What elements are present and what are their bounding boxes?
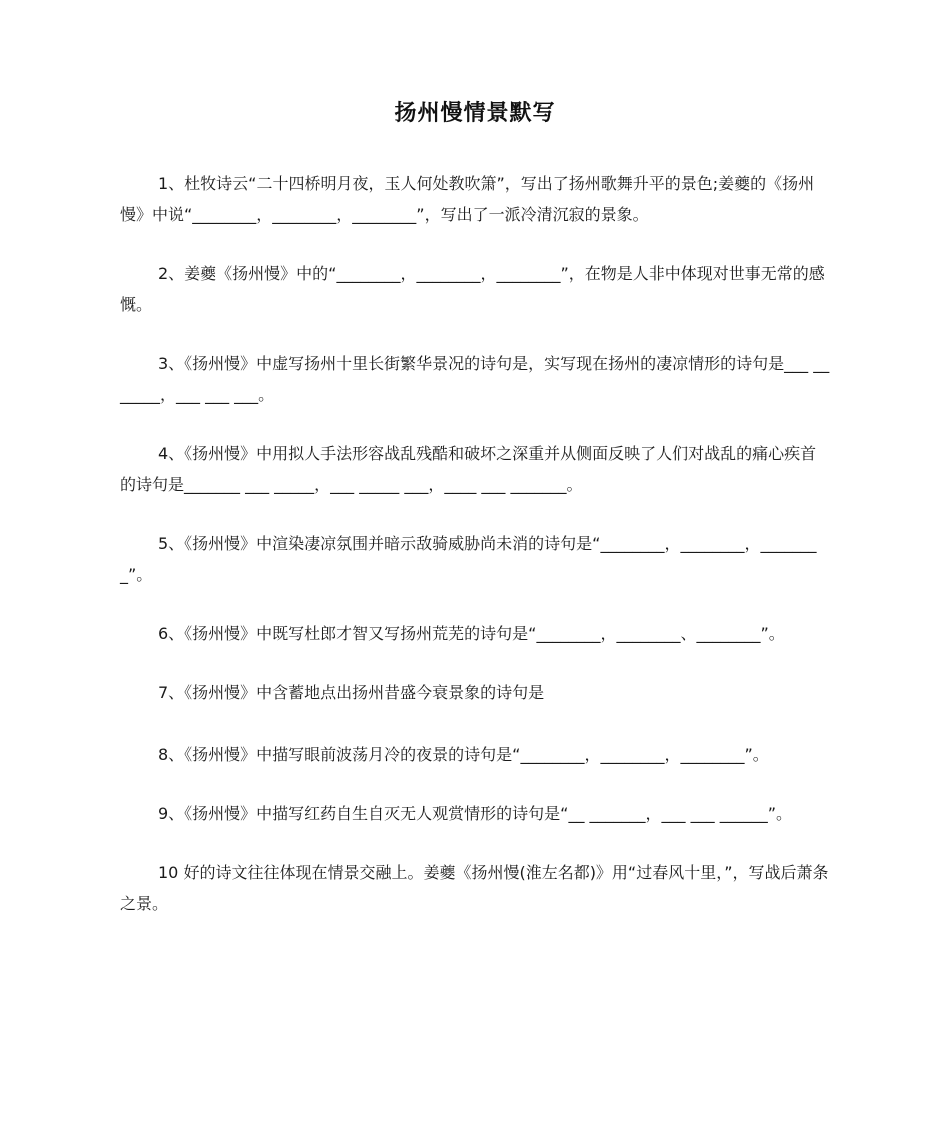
question-7: 7、《扬州慢》中含蓄地点出扬州昔盛今衰景象的诗句是 xyxy=(158,683,545,702)
question-4: 4、《扬州慢》中用拟人手法形容战乱残酷和破坏之深重并从侧面反映了人们对战乱的痛心疾首的诗句是_______ ___ _____，___ _____ ___，____ ___ _______。 xyxy=(120,444,817,494)
question-5: 5、《扬州慢》中渲染凄凉氛围并暗示敌骑威胁尚未消的诗句是“________，________，________”。 xyxy=(120,534,817,584)
question-2: 2、姜夔《扬州慢》中的“________，________，________”，在物是人非中体现对世事无常的感慨。 xyxy=(120,264,825,314)
question-8: 8、《扬州慢》中描写眼前波荡月冷的夜景的诗句是“________，________，________”。 xyxy=(158,745,769,764)
question-10: 10 好的诗文往往体现在情景交融上。姜夔《扬州慢(淮左名都)》用“过春风十里，”，写战后萧条之景。 xyxy=(120,863,829,913)
question-9: 9、《扬州慢》中描写红药自生自灭无人观赏情形的诗句是“__ _______，___ ___ ______”。 xyxy=(158,804,793,823)
question-3: 3、《扬州慢》中虚写扬州十里长街繁华景况的诗句是，实写现在扬州的凄凉情形的诗句是___ _______，___ ___ ___。 xyxy=(120,354,830,404)
question-list xyxy=(120,168,832,947)
document-title: 扬州慢情景默写 xyxy=(394,101,556,126)
question-1: 1、杜牧诗云“二十四桥明月夜，玉人何处教吹箫”，写出了扬州歌舞升平的景色;姜夔的《扬州慢》中说“________，________，________”，写出了一派冷清沉寂的景象。 xyxy=(120,174,815,224)
question-6: 6、《扬州慢》中既写杜郎才智又写扬州荒芜的诗句是“________，________、________”。 xyxy=(158,624,785,643)
